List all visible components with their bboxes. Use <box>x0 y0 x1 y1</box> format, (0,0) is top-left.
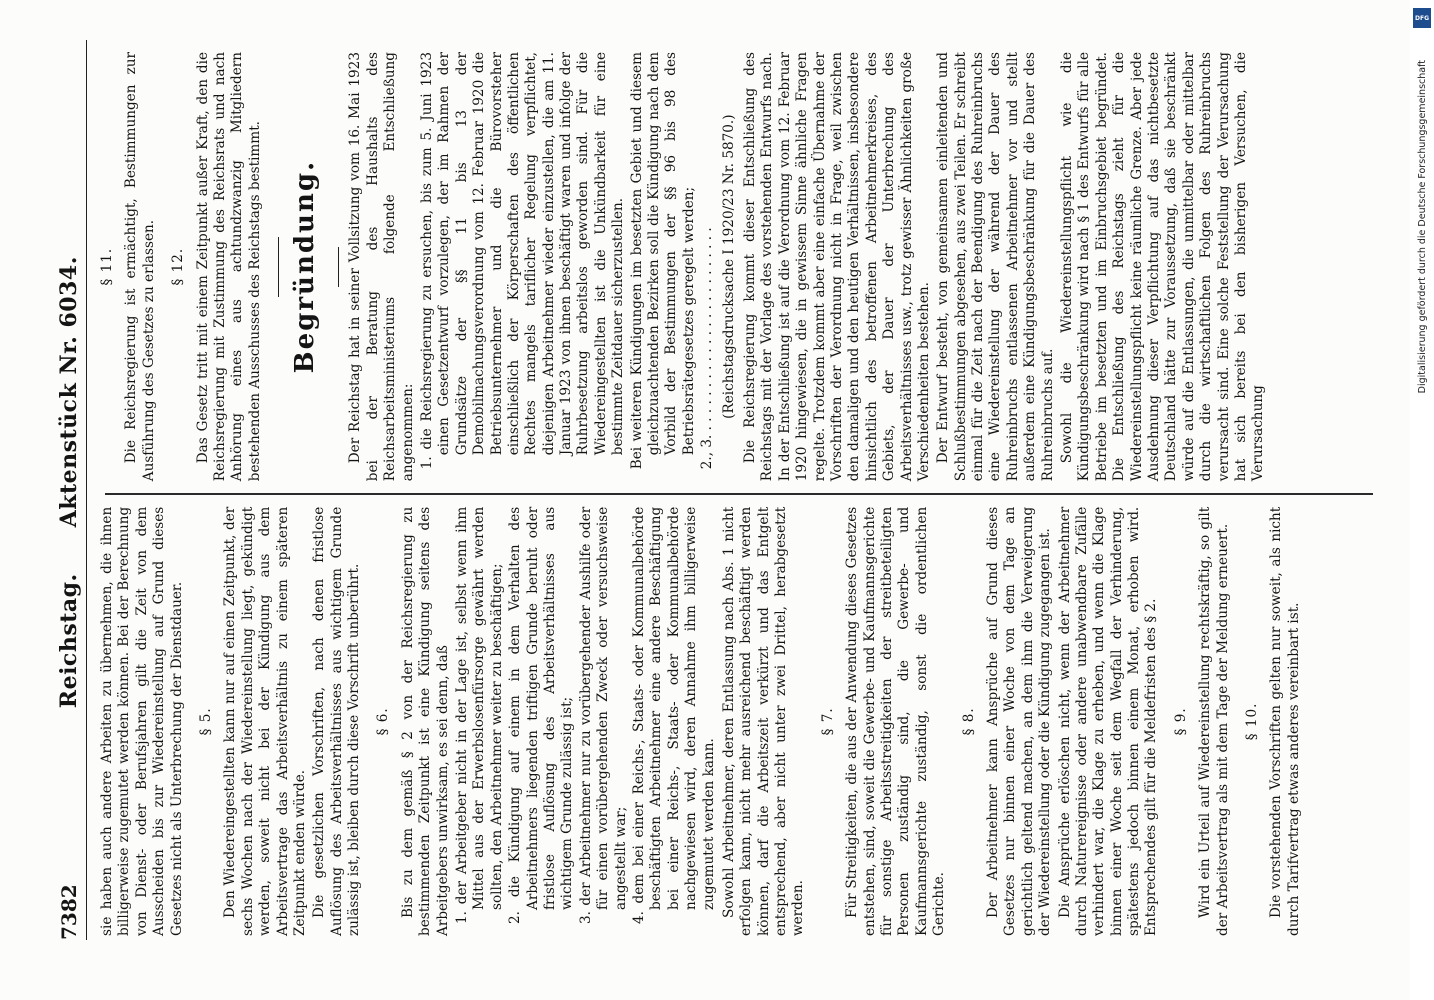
section-8-paragraph-2: Die Ansprüche erlöschen nicht, wenn der Arbeitnehmer durch Naturereignisse oder andere unabwendbare Zufälle verhindert war, die Klage zu erheben, und wenn die Klage binnen einer Woche seit dem Wegfall der Verhinderung, spätestens jedoch binnen einem Monat, erhoben wird. Entsprechendes gilt für die Meldefristen des § 2. <box>1056 506 1160 936</box>
digitization-credit-strip <box>1410 0 1434 1000</box>
section-6-heading: § 6. <box>375 707 392 736</box>
section-11-heading: § 11. <box>99 247 115 286</box>
section-6-intro: Bis zu dem gemäß § 2 von der Reichsregierung zu bestimmenden Zeitpunkt ist eine Kündigung seitens des Arbeitgebers unwirksam, es sei denn, daß <box>399 506 451 936</box>
intro-paragraph: sie haben auch andere Arbeiten zu übernehmen, die ihnen billigerweise zugemutet werden können. Bei der Berechnung von Dienst- oder Berufsjahren gilt die Zeit von dem Ausscheiden bis zur Wiedereinstellung auf Grund dieses Gesetzes nicht als Unterbrechung der Dienstdauer. <box>99 506 185 936</box>
begruendung-title: Begründung. <box>290 159 321 374</box>
section-6-list <box>454 507 718 936</box>
section-6-item-4: 4. dem bei einer Reichs-, Staats- oder Kommunalbehörde beschäftigten Arbeitnehmer eine andere Beschäftigung bei einer Reichs-, Staats- oder Kommunalbehörde nachgewiesen wird, deren Annahme ihm billigerweise zugemutet werden kann. <box>630 506 717 924</box>
running-title: Reichstag. <box>56 573 82 709</box>
section-5-paragraph-2: Die gesetzlichen Vorschriften, nach denen fristlose Auflösung des Arbeitsverhältnisses aus wichtigem Grunde zulässig ist, bleiben durch diese Vorschrift unberührt. <box>311 506 363 936</box>
section-8-heading: § 8. <box>960 707 977 736</box>
document-title: Aktenstück Nr. 6034. <box>56 256 82 528</box>
resolution-list <box>419 52 717 481</box>
page-header <box>52 40 87 940</box>
begruendung-paragraph-3: Der Entwurf besteht, von gemeinsamen einleitenden und Schlußbestimmungen abgesehen, aus zwei Teilen. Er schreibt einmal für die Zeit nach der Beendigung des Ruhreinbruchs eine Wiedereinstellung der während der Dauer des Ruhreinbruchs entlassenen Arbeitnehmer vor und stellt außerdem eine Kündigungsbeschränkung für die Dauer des Ruhreinbruchs auf. <box>935 52 1056 482</box>
section-6-paragraph-2: Sowohl Arbeitnehmer, deren Entlassung nach Abs. 1 nicht erfolgen kann, nicht mehr ausreichend beschäftigt werden können, darf die Arbeitszeit verkürzt und das Entgelt entsprechend, aber nicht unter zwei Drittel, herabgesetzt werden. <box>720 506 807 936</box>
section-6-item-2: 2. die Kündigung auf einem in dem Verhalten des Arbeitnehmers liegenden triftigen Grunde beruht oder fristlose Auflösung des Arbeitsverhältnisses aus wichtigem Grunde zulässig ist; <box>507 506 576 924</box>
section-6-item-1: 1. der Arbeitgeber nicht in der Lage ist, selbst wenn ihm Mittel aus der Erwerbslosenfürsorge gewährt werden sollten, den Arbeitnehmer weiter zu beschäftigen; <box>454 506 505 924</box>
running-header <box>56 256 82 708</box>
section-12-paragraph-1: Das Gesetz tritt mit einem Zeitpunkt außer Kraft, den die Reichsregierung mit Zustimmung des Reichsrats und nach Anhörung eines aus achtundzwanzig Mitgliedern bestehenden Ausschusses des Reichstags bestimmt. <box>194 52 263 482</box>
section-10-paragraph-1: Die vorstehenden Vorschriften gelten nur soweit, als nicht durch Tarifvertrag etwas anderes vereinbart ist. <box>1268 506 1302 936</box>
resolution-item-1-continued: Bei weiteren Kündigungen im besetzten Gebiet und diesem gleichzuachtenden Bezirken soll die Kündigung nach dem Vorbild der Bestimmungen der §§ 96 bis 98 des Betriebsrätegesetzes geregelt werden; <box>628 52 697 470</box>
section-9-paragraph-1: Wird ein Urteil auf Wiedereinstellung rechtskräftig, so gilt der Arbeitsvertrag als mit dem Tage der Meldung erneuert. <box>1197 506 1231 936</box>
section-11-paragraph-1: Die Reichsregierung ist ermächtigt, Bestimmungen zur Ausführung des Gesetzes zu erlassen. <box>123 52 157 482</box>
text-body <box>99 40 1379 948</box>
section-5-heading: § 5. <box>197 707 214 736</box>
section-rule <box>278 237 279 297</box>
begruendung-paragraph-2: Die Reichsregierung kommt dieser Entschließung des Reichstags mit der Vorlage des vorstehenden Entwurfs nach. In der Entschließung ist auf die Verordnung vom 12. Februar 1920 hingewiesen, die in gewissem Sinne ähnliche Fragen regelte. Trotzdem kommt aber eine einfache Übernahme der Vorschriften der Verordnung nicht in Frage, weil zwischen den damaligen und den heutigen Verhältnissen, insbesondere hinsichtlich des betroffenen Arbeitnehmerkreises, des Gebiets, der Dauer der Unterbrechung des Arbeitsverhältnisses usw., trotz gewisser Ähnlichkeiten große Verschiedenheiten bestehen. <box>741 52 932 482</box>
begruendung-paragraph-4: Sowohl die Wiedereinstellungspflicht wie die Kündigungsbeschränkung wird nach § 1 des Entwurfs für alle Betriebe im besetzten und im Einbruchsgebiet begründet. Die Entschließung des Reichstags zieht für die Wiedereinstellungspflicht keine räumliche Grenze. Aber jede Ausdehnung dieser Verpflichtung auf das nichtbesetzte Deutschland hätte zur Voraussetzung, daß sie beschränkt würde auf die Entlassungen, die unmittelbar oder mittelbar durch die wirtschaftlichen Folgen des Ruhreinbruchs verursacht sind. Eine solche Feststellung der Verursachung hat sich bereits bei den bisherigen Versuchen, die Verursachung <box>1059 52 1267 482</box>
right-column <box>99 40 1379 493</box>
column-divider <box>105 493 1373 495</box>
section-12-heading: § 12. <box>170 247 187 286</box>
resolution-items-2-3: 2., 3. . . . . . . . . . . . . . . . . . . . . . . . . <box>699 227 716 470</box>
section-10-heading: § 10. <box>1244 702 1261 741</box>
section-5-paragraph-1: Den Wiedereingestellten kann nur auf einen Zeitpunkt, der sechs Wochen nach der Wiedereinstellung liegt, gekündigt werden, soweit nicht bei der Kündigung aus dem Arbeitsvertrage das Arbeitsverhältnis zu einem späteren Zeitpunkt enden würde. <box>222 506 308 936</box>
page-number: 7382 <box>57 884 81 940</box>
dfg-logo: DFG <box>1413 8 1431 28</box>
digitization-credit-text: Digitalisierung gefördert durch die Deutsche Forschungsgemeinschaft <box>1416 60 1428 394</box>
section-9-heading: § 9. <box>1172 707 1189 736</box>
resolution-item-1: 1. die Reichsregierung zu ersuchen, bis zum 5. Juni 1923 einen Gesetzentwurf vorzulegen, der im Rahmen der Grundsätze der §§ 11 bis 13 der Demobilmachungsverordnung vom 12. Februar 1920 die Betriebsunternehmer und die Bürovorsteher einschließlich der Körperschaften des öffentlichen Rechtes mangels tariflicher Regelung verpflichtet, diejenigen Arbeitnehmer wieder einzustellen, die am 11. Januar 1923 von ihnen beschäftigt waren und infolge der Ruhrbesetzung arbeitslos geworden sind. Für die Wiedereingestellten ist die Unkündbarkeit für eine bestimmte Zeitdauer sicherzustellen. <box>418 52 627 470</box>
section-7-paragraph-1: Für Streitigkeiten, die aus der Anwendung dieses Gesetzes entstehen, sind, soweit die Gewerbe- und Kaufmannsgerichte für sonstige Arbeitsstreitigkeiten der streitbeteiligten Personen zuständig sind, die Gewerbe- und Kaufmannsgerichte zuständig, sonst die ordentlichen Gerichte. <box>844 506 948 936</box>
section-6-item-3: 3. der Arbeitnehmer nur zu vorübergehender Aushilfe oder für einen vorübergehenden Zweck oder versuchsweise angestellt war; <box>577 506 629 924</box>
left-column <box>99 495 1379 948</box>
begruendung-paragraph-1: Der Reichstag hat in seiner Vollsitzung vom 16. Mai 1923 bei der Beratung des Haushalts des Reichsarbeitsministeriums folgende Entschließung angenommen: <box>347 52 416 482</box>
drucksache-citation: (Reichstagsdrucksache I 1920/23 Nr. 5870.) <box>720 114 737 419</box>
section-7-heading: § 7. <box>819 707 836 736</box>
title-rule <box>338 247 339 287</box>
section-8-paragraph-1: Der Arbeitnehmer kann Ansprüche auf Grund dieses Gesetzes nur binnen einer Woche von dem Tage an gerichtlich geltend machen, an dem ihm die Verweigerung der Wiedereinstellung oder die Kündigung zugegangen ist. <box>984 506 1054 936</box>
